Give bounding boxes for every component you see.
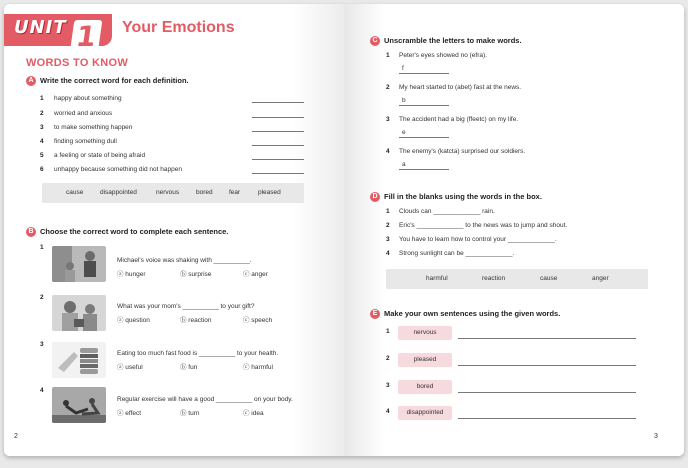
d-item-number: 4 (386, 250, 390, 257)
e-answer-line[interactable] (458, 365, 636, 366)
b-option[interactable]: ⓒ idea (243, 410, 264, 417)
b-sentence: Eating too much fast food is __________ to your health. (117, 350, 279, 357)
a-item-number: 5 (40, 152, 44, 159)
e-word-pill: bored (398, 380, 452, 394)
c-item-text: The accident had a big (ffeetc) on my life. (399, 116, 519, 123)
a-answer-line[interactable] (252, 159, 304, 160)
a-item-text: finding something dull (54, 138, 117, 145)
word-box-item: cause (540, 275, 558, 282)
b-option[interactable]: ⓑ surprise (180, 271, 212, 278)
page-number-right: 3 (654, 433, 658, 440)
e-item-number: 3 (386, 382, 390, 389)
word-box-item: disappointed (100, 189, 137, 196)
c-answer-hint: a (402, 161, 406, 168)
unit-number-box (70, 20, 103, 54)
word-box-item: cause (66, 189, 84, 196)
e-item-number: 2 (386, 355, 390, 362)
b-option[interactable]: ⓐ effect (117, 410, 142, 417)
a-item-text: happy about something (54, 95, 122, 102)
section-b-badge: B (26, 227, 36, 237)
e-answer-line[interactable] (458, 392, 636, 393)
b-option[interactable]: ⓑ reaction (180, 317, 212, 324)
d-item-text: Strong sunlight can be _____________. (399, 250, 515, 257)
d-item-number: 2 (386, 222, 390, 229)
photo-fast-food (52, 342, 106, 378)
c-item-number: 4 (386, 148, 390, 155)
workbook-spread (4, 4, 684, 456)
e-item-number: 4 (386, 408, 390, 415)
c-answer-line[interactable] (399, 169, 449, 170)
c-item-number: 1 (386, 52, 390, 59)
b-option[interactable]: ⓒ harmful (243, 364, 273, 371)
unit-title: Your Emotions (122, 19, 235, 36)
a-answer-line[interactable] (252, 117, 304, 118)
b-item-number: 3 (40, 341, 44, 348)
left-page (4, 4, 344, 456)
e-answer-line[interactable] (458, 338, 636, 339)
section-c-instructions: Unscramble the letters to make words. (384, 36, 522, 45)
section-e-badge: E (370, 309, 380, 319)
photo-mother-gift (52, 295, 106, 331)
right-page (344, 4, 684, 456)
section-e-instructions: Make your own sentences using the given words. (384, 309, 561, 318)
e-item-number: 1 (386, 328, 390, 335)
a-item-text: worried and anxious (54, 110, 113, 117)
word-box-item: harmful (426, 275, 448, 282)
e-word-pill: disappointed (398, 406, 452, 420)
c-item-text: The enemy's (katcta) surprised our soldiers. (399, 148, 526, 155)
section-c-title (370, 36, 522, 46)
d-item-text: Eric's _____________ to the news was to jump and shout. (399, 222, 568, 229)
e-word-pill: nervous (398, 326, 452, 340)
word-box-item: bored (196, 189, 213, 196)
d-item-number: 3 (386, 236, 390, 243)
c-answer-hint: b (402, 97, 406, 104)
word-box-item: anger (592, 275, 609, 282)
b-option[interactable]: ⓐ useful (117, 364, 143, 371)
d-item-text: You have to learn how to control your _____________. (399, 236, 557, 243)
a-item-number: 4 (40, 138, 44, 145)
b-option[interactable]: ⓑ fun (180, 364, 198, 371)
b-sentence: Regular exercise will have a good __________ on your body. (117, 396, 293, 403)
section-b-title (26, 227, 228, 237)
photo-angry-man (52, 246, 106, 282)
section-a-title (26, 76, 189, 86)
d-item-text: Clouds can _____________ rain. (399, 208, 495, 215)
words-to-know-heading: WORDS TO KNOW (26, 57, 129, 69)
a-item-text: a feeling or state of being afraid (54, 152, 146, 159)
a-item-number: 2 (40, 110, 44, 117)
d-item-number: 1 (386, 208, 390, 215)
section-a-instructions: Write the correct word for each definition. (40, 76, 189, 85)
b-item-number: 4 (40, 387, 44, 394)
a-item-number: 6 (40, 166, 44, 173)
b-item-number: 1 (40, 244, 44, 251)
unit-number: 1 (74, 20, 99, 53)
a-item-number: 3 (40, 124, 44, 131)
a-item-number: 1 (40, 95, 44, 102)
section-a-badge: A (26, 76, 36, 86)
b-option[interactable]: ⓑ turn (180, 410, 200, 417)
word-box-item: pleased (258, 189, 281, 196)
word-box-item: nervous (156, 189, 180, 196)
e-answer-line[interactable] (458, 418, 636, 419)
c-item-text: My heart started to (abet) fast at the news. (399, 84, 522, 91)
a-answer-line[interactable] (252, 145, 304, 146)
b-option[interactable]: ⓐ question (117, 317, 150, 324)
c-answer-hint: e (402, 129, 406, 136)
c-item-text: Peter's eyes showed no (efra). (399, 52, 487, 59)
section-e-title (370, 309, 560, 319)
c-answer-line[interactable] (399, 105, 449, 106)
unit-label: UNIT (14, 17, 67, 38)
page-number-left: 2 (14, 433, 18, 440)
c-item-number: 3 (386, 116, 390, 123)
word-box-item: reaction (482, 275, 506, 282)
unit-banner (4, 14, 112, 53)
b-option[interactable]: ⓐ hunger (117, 271, 146, 278)
b-item-number: 2 (40, 294, 44, 301)
a-item-text: unhappy because something did not happen (54, 166, 182, 173)
b-sentence: Michael's voice was shaking with __________. (117, 257, 252, 264)
c-answer-line[interactable] (399, 137, 449, 138)
section-d-title (370, 192, 542, 202)
b-sentence: What was your mom's __________ to your gift? (117, 303, 255, 310)
c-answer-hint: f (402, 65, 404, 72)
b-option[interactable]: ⓒ anger (243, 271, 268, 278)
section-c-badge: C (370, 36, 380, 46)
e-word-pill: pleased (398, 353, 452, 367)
a-answer-line[interactable] (252, 102, 304, 103)
a-answer-line[interactable] (252, 131, 304, 132)
c-item-number: 2 (386, 84, 390, 91)
a-answer-line[interactable] (252, 173, 304, 174)
a-item-text: to make something happen (54, 124, 133, 131)
section-d-instructions: Fill in the blanks using the words in the box. (384, 192, 542, 201)
photo-exercise (52, 387, 106, 423)
word-box-item: fear (229, 189, 241, 196)
section-d-badge: D (370, 192, 380, 202)
section-b-instructions: Choose the correct word to complete each sentence. (40, 227, 229, 236)
b-option[interactable]: ⓒ speech (243, 317, 273, 324)
c-answer-line[interactable] (399, 73, 449, 74)
